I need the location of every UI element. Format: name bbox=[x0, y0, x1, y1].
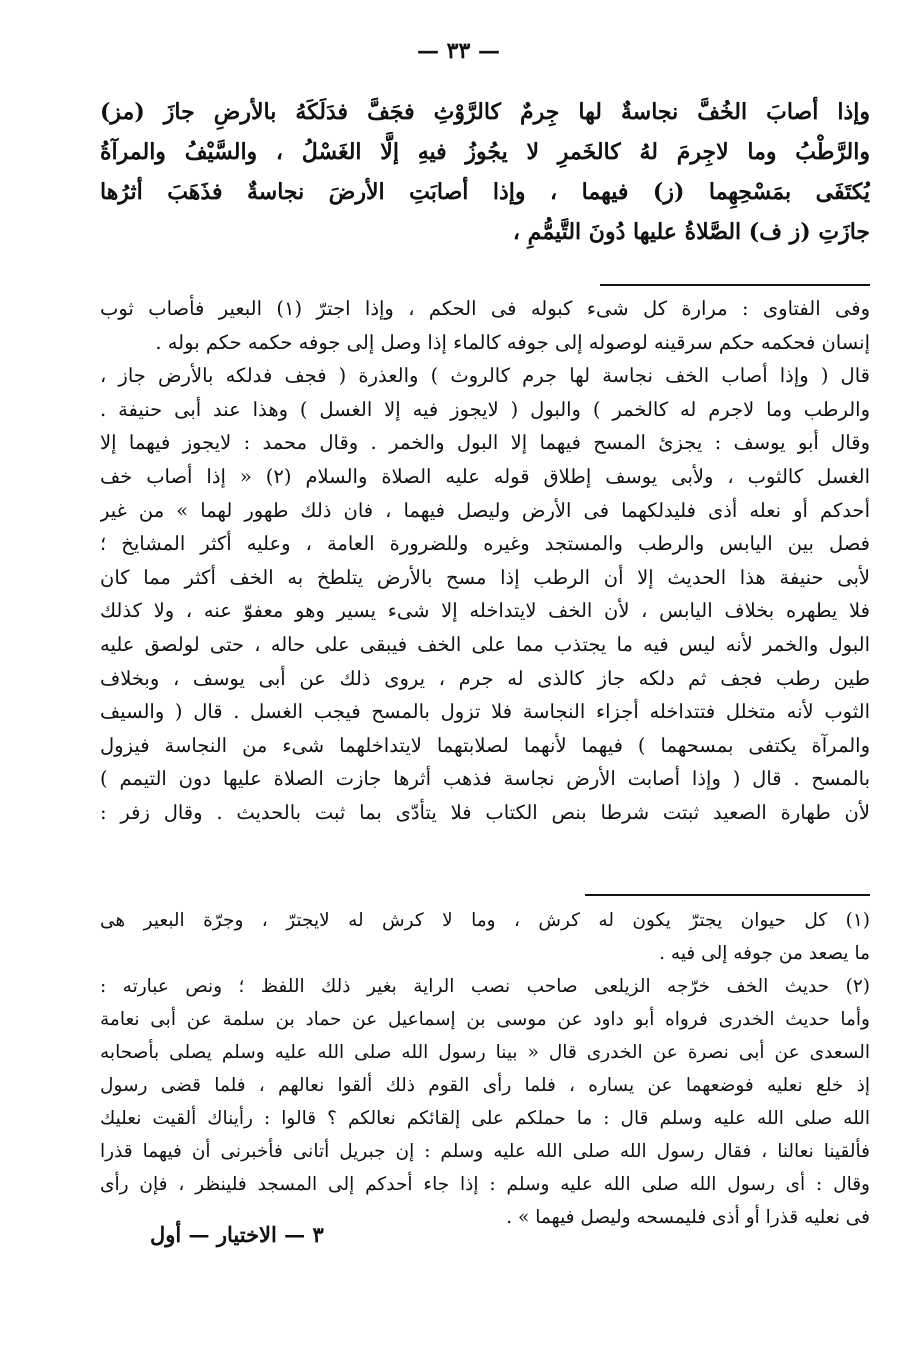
footnotes bbox=[100, 904, 870, 1234]
commentary-line: طين رطب فجف ثم دلكه جاز كالذى له جرم ، يروى ذلك عن أبى يوسف ، وبخلاف bbox=[100, 666, 870, 690]
commentary-line: البول والخمر لأنه ليس فيه ما يجتذب مما على الخف فيبقى على حاله ، حتى لولصق عليه bbox=[100, 632, 870, 656]
footnote-line: الله صلى الله عليه وسلم قال : ما حملكم على إلقائكم نعالكم ؟ قالوا : رأيناك ألقيت نعليك bbox=[100, 1108, 870, 1129]
footnote-line: ما يصعد من جوفه إلى فيه . bbox=[659, 943, 870, 964]
commentary-line: قال ( وإذا أصاب الخف نجاسة لها جرم كالروث ) والعذرة ( فجف فدلكه بالأرض جاز ، bbox=[100, 364, 870, 388]
matn-line: جازَتِ (ز ف) الصَّلاةُ عليها دُونَ التَّيمُّمِ ، bbox=[512, 219, 870, 245]
footnote-line: فى نعليه قذرا أو أذى فليمسحه وليصل فيهما » . bbox=[506, 1207, 870, 1228]
commentary-line: إنسان فحكمه حكم سرقينه لوصوله إلى جوفه كالماء إذا وصل إلى جوفه حكمه حكم بوله . bbox=[155, 330, 870, 354]
commentary-line: والرطب وما لاجرم له كالخمر ) والبول ( لايجوز فيه إلا الغسل ) وهذا عند أبى حنيفة . bbox=[100, 397, 870, 421]
footnote-line: فألقينا نعالنا ، فقال رسول الله صلى الله عليه وسلم : إن جبريل أتانى فأخبرنى أن فيهما قذرا bbox=[100, 1141, 870, 1162]
commentary-line: الثوب لأنه متخلل فتتداخله أجزاء النجاسة فلا تزول بالمسح فيجب الغسل . قال ( والسيف bbox=[100, 700, 870, 724]
matn-line: يُكتَفَى بمَسْحِهِما (ز) فيهما ، وإذا أصابَتِ الأرضَ نجاسةٌ فذَهَبَ أثرُها bbox=[100, 179, 870, 205]
matn-line: والرَّطْبُ وما لاجِرمَ لهُ كالخَمرِ لا يجُوزُ فيهِ إلَّا الغَسْلُ ، والسَّيْفُ والمرآةُ bbox=[100, 139, 870, 165]
matn-line: وإذا أصابَ الخُفَّ نجاسةٌ لها جِرمٌ كالرَّوْثِ فجَفَّ فدَلَكَهُ بالأرضِ جازَ (مز) bbox=[100, 99, 870, 125]
commentary-line: فلا يطهره بخلاف اليابس ، لأن الخف لايتداخله إلا شىء يسير وهو معفوّ عنه ، ولا كذلك bbox=[100, 599, 870, 623]
commentary-line: وقال أبو يوسف : يجزئ المسح فيهما إلا البول والخمر . وقال محمد : لايجوز فيهما إلا bbox=[100, 431, 870, 455]
commentary-line: فصل بين اليابس والرطب والمستجد وغيره وللضرورة العامة ، وعليه أكثر المشايخ ؛ bbox=[100, 532, 870, 556]
commentary-line: وفى الفتاوى : مرارة كل شىء كبوله فى الحكم ، وإذا اجترّ (١) البعير فأصاب ثوب bbox=[100, 297, 870, 320]
footnote-line: (٢) حديث الخف خرّجه الزيلعى صاحب نصب الراية بغير ذلك اللفظ ؛ ونص عبارته : bbox=[100, 976, 870, 997]
matn-separator-rule bbox=[600, 284, 870, 286]
footnote-line: وقال : أى رسول الله صلى الله عليه وسلم : إذا جاء أحدكم إلى المسجد فلينظر ، فإن رأى bbox=[100, 1174, 870, 1195]
footnote-separator-rule bbox=[585, 894, 870, 896]
commentary-line: لأن طهارة الصعيد ثبتت شرطا بنص الكتاب فلا يتأدّى بما ثبت بالحديث . وقال زفر : bbox=[100, 800, 870, 824]
commentary-line: أحدكم أو نعله أذى فليدلكهما فى الأرض وليصل فيهما ، فان ذلك طهور لهما » من غير bbox=[100, 498, 870, 522]
commentary-line: والمرآة يكتفى بمسحهما ) فيهما لأنهما لصلابتهما لايتداخلهما شىء من النجاسة فيزول bbox=[100, 733, 870, 757]
footnote-line: وأما حديث الخدرى فرواه أبو داود عن موسى بن إسماعيل عن حماد بن سلمة عن أبى نعامة bbox=[100, 1009, 870, 1030]
footer-signature: ٣ — الاختيار — أول bbox=[150, 1222, 324, 1247]
matn-text bbox=[100, 92, 870, 252]
footnote-line: (١) كل حيوان يجترّ يكون له كرش ، وما لا كرش له لايجترّ ، وجرّة البعير هى bbox=[100, 910, 870, 931]
footnote-line: إذ خلع نعليه فوضعهما عن يساره ، فلما رأى القوم ذلك ألقوا نعالهم ، فلما قضى رسول bbox=[100, 1075, 870, 1096]
page-number: — ٣٣ — bbox=[417, 38, 500, 64]
commentary-line: لأبى حنيفة هذا الحديث إلا أن الرطب إذا مسح بالأرض يتلطخ به الخف أكثر مما كان bbox=[100, 565, 870, 589]
commentary-text bbox=[100, 292, 870, 830]
commentary-line: بالمسح . قال ( وإذا أصابت الأرض نجاسة فذهب أثرها جازت الصلاة عليها دون التيمم ) bbox=[100, 767, 870, 791]
footnote-line: السعدى عن أبى نصرة عن الخدرى قال « بينا رسول الله صلى الله عليه وسلم يصلى بأصحابه bbox=[100, 1042, 870, 1063]
commentary-line: الغسل كالثوب ، ولأبى يوسف إطلاق قوله عليه الصلاة والسلام (٢) « إذا أصاب خف bbox=[100, 464, 870, 488]
